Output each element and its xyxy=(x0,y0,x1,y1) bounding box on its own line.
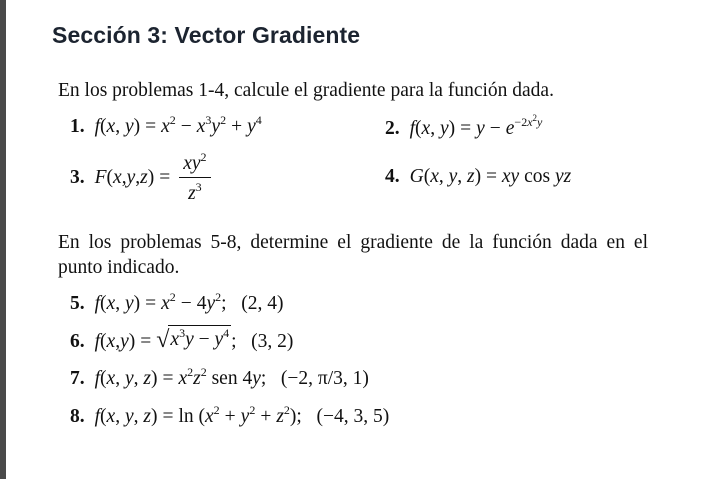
problem-8-formula: f(x, y, $z) = \ln (x^2 + y^2 + z^2)$; xyxy=(94,403,317,427)
problem-6 xyxy=(70,325,293,353)
left-border-rule xyxy=(0,0,6,479)
problem-8-point: (−4, 3, 5) xyxy=(316,406,390,427)
problem-number: 6. xyxy=(70,331,85,352)
problem-7 xyxy=(70,365,369,390)
problem-number: 2. xyxy=(385,118,400,139)
instructions-5-8: En los problemas 5-8, determine el gradiente de la función dada en el punto indicado. xyxy=(58,232,648,278)
problem-2 xyxy=(385,113,542,140)
problem-5-formula: f(x, $y) = x^2 - 4y^2$; xyxy=(94,290,242,314)
problem-6-point: (3, 2) xyxy=(251,331,294,352)
problem-1-formula: f(x, $y) = x^2 - x^3y^2 + y^4$ xyxy=(94,113,262,137)
problem-7-formula: f(x, y, $z) = x^2z^2$ sen 4y; xyxy=(94,365,281,389)
problem-number: 5. xyxy=(70,293,85,314)
problem-number: 7. xyxy=(70,368,85,389)
problem-1 xyxy=(70,113,262,138)
problem-5-point: (2, 4) xyxy=(241,293,284,314)
section-heading: Sección 3: Vector Gradiente xyxy=(52,22,361,48)
problem-number: 1. xyxy=(70,116,85,137)
problem-4-formula: G(x, y, z) = xy cos yz xyxy=(409,166,572,187)
instructions-1-4: En los problemas 1-4, calcule el gradiente para la función dada. xyxy=(58,80,554,101)
problem-4 xyxy=(385,166,571,188)
problem-6-formula: f ( x , y ) = √ $x^3y - y^4$ ; xyxy=(94,326,252,353)
problem-number: 4. xyxy=(385,166,400,187)
problem-8 xyxy=(70,403,389,428)
problem-3 xyxy=(70,150,215,205)
problem-5 xyxy=(70,290,283,315)
problem-2-formula: f(x, $y) = y - e^{-2x^2y}$ xyxy=(409,113,543,139)
problem-number: 8. xyxy=(70,406,85,427)
problem-3-formula: F ( x , y , z ) = $\frac{xy^2}{z^3}$ xyxy=(95,150,215,205)
problem-number: 3. xyxy=(70,166,85,188)
problem-7-point: (−2, π/3, 1) xyxy=(280,368,369,389)
